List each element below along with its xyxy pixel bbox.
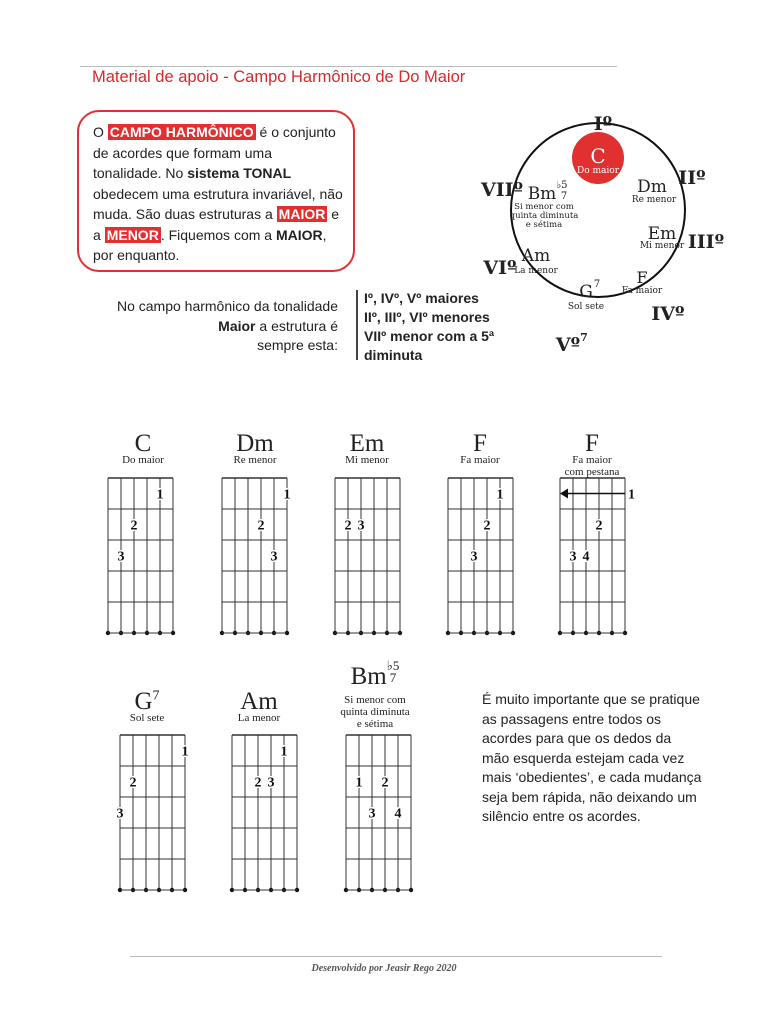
diagram-name-text: F — [585, 430, 599, 457]
fretboard — [436, 476, 527, 641]
finger-label: 2 — [344, 518, 352, 534]
diagram-subtitle-line: Sol sete — [129, 712, 165, 724]
bold-sistema-tonal: sistema TONAL — [187, 165, 292, 181]
finger-label: 1 — [280, 744, 288, 760]
chord-bm-sub-1: Si menor com — [514, 202, 574, 212]
chord-bm-sub-3: e sétima — [525, 220, 563, 230]
chord-bm-seven: 7 — [560, 191, 568, 202]
diagram-name-text: Am — [240, 688, 278, 715]
finger-label: 1 — [496, 487, 504, 503]
diagram-name-text: Dm — [236, 430, 274, 457]
diagram-name-stack — [387, 660, 400, 684]
fretboard — [334, 733, 425, 898]
structure-intro-line: No campo harmônico da tonalidade — [116, 298, 338, 314]
diagram-subtitle — [205, 454, 305, 466]
fretboard — [323, 476, 414, 641]
finger-label: 3 — [270, 549, 278, 565]
structure-line-1: Iº, IVº, Vº maiores — [364, 290, 479, 306]
diagram-subtitle-line: Do maior — [122, 454, 164, 466]
intro-text: obedecem uma estrutura invariável, não muda. São duas estruturas a — [93, 185, 343, 222]
diagram-name-text: G — [134, 688, 153, 715]
finger-label: 1 — [156, 487, 164, 503]
chord-dm-label: Dm — [637, 177, 667, 197]
chord-g7-sup: 7 — [593, 279, 601, 290]
diagram-subtitle-line: La menor — [237, 712, 281, 724]
diagram-name-text: C — [134, 430, 152, 457]
diagram-name-text: F — [473, 430, 487, 457]
finger-label: 1 — [283, 487, 291, 503]
diagram-subtitle-line: Mi menor — [345, 454, 389, 466]
harmonic-circle — [470, 110, 740, 360]
diagram-name — [335, 660, 415, 691]
chord-bm-sub-2: quinta diminuta — [509, 211, 579, 221]
diagram-subtitle — [430, 454, 530, 466]
chord-f-label: F — [636, 268, 648, 287]
degree-7: VIIº — [480, 179, 524, 201]
chord-c-label: C — [590, 144, 606, 168]
intro-text: . Fiquemos com a — [160, 226, 276, 243]
degree-4: IVº — [651, 303, 685, 325]
chord-em-sub: Mi menor — [639, 241, 685, 251]
diagram-subtitle — [93, 454, 193, 466]
intro-text: , por enquanto. — [93, 226, 327, 263]
footer-credit: Desenvolvido por Jeasir Rego 2020 — [311, 963, 457, 974]
finger-label: 2 — [257, 518, 265, 534]
diagram-subtitle-line: Fa maior — [572, 454, 612, 466]
degree-2: IIº — [678, 167, 706, 189]
structure-intro — [80, 297, 338, 356]
diagram-name-text: Em — [349, 430, 385, 457]
finger-label: 3 — [357, 518, 365, 534]
finger-label: 3 — [368, 806, 376, 822]
chord-f-sub: Fa maior — [621, 286, 663, 296]
finger-label: 3 — [116, 806, 124, 822]
intro-text: e a — [93, 206, 340, 243]
diagram-name-text: Bm — [350, 663, 387, 690]
finger-label: 2 — [595, 518, 603, 534]
chord-am-label: Am — [521, 246, 551, 266]
structure-intro-line — [80, 317, 338, 337]
highlight-maior: MAIOR — [278, 206, 326, 222]
degree-5: Vº — [555, 334, 581, 356]
structure-intro-text: a estrutura é — [255, 317, 338, 334]
highlight-menor: MENOR — [106, 226, 159, 243]
degree-1: Iº — [593, 113, 613, 135]
intro-text: é o conjunto de acordes que formam uma tonalidade. No — [93, 124, 336, 181]
chord-dm-sub: Re menor — [631, 195, 677, 205]
chord-g7-sub: Sol sete — [567, 302, 605, 312]
structure-intro-line: sempre esta: — [257, 337, 338, 353]
barre-arrow-icon — [560, 489, 568, 499]
diagram-subtitle — [542, 454, 642, 478]
diagram-subtitle-line: quinta diminuta — [340, 706, 410, 718]
chord-c-sub: Do maior — [577, 166, 619, 176]
finger-label: 1 — [355, 775, 363, 791]
degree-6: VIº — [483, 257, 517, 279]
diagram-subtitle-line: Si menor com — [344, 694, 406, 706]
fretboard — [548, 476, 639, 641]
chord-em-label: Em — [647, 224, 677, 244]
diagram-subtitle — [97, 712, 197, 724]
bold-maior-word: Maior — [218, 317, 256, 334]
fretboard — [210, 476, 301, 641]
highlight-campo-harmonico: CAMPO HARMÔNICO — [109, 124, 254, 140]
finger-label: 2 — [129, 775, 137, 791]
finger-label: 2 — [483, 518, 491, 534]
diagram-subtitle-line: com pestana — [564, 466, 620, 478]
finger-label: 3 — [470, 549, 478, 565]
chord-g7-label: G — [579, 282, 593, 302]
finger-label: 3 — [117, 549, 125, 565]
structure-line-3: VIIº menor com a 5ª — [364, 328, 495, 344]
diagram-subtitle-line: Fa maior — [460, 454, 500, 466]
intro-box — [77, 110, 355, 272]
diagram-seven: 7 — [389, 670, 397, 685]
finger-label: 3 — [267, 775, 275, 791]
finger-label: 4 — [582, 549, 590, 565]
finger-label: 2 — [130, 518, 138, 534]
diagram-subtitle-line: e sétima — [356, 718, 394, 730]
finger-label: 1 — [628, 487, 635, 503]
intro-text: O — [93, 124, 108, 140]
finger-label: 3 — [569, 549, 577, 565]
diagram-subtitle-line: Re menor — [233, 454, 277, 466]
chord-am-sub: La menor — [514, 266, 558, 276]
fretboard — [220, 733, 311, 898]
header-rule — [80, 66, 617, 67]
chord-bm-label: Bm — [527, 184, 557, 204]
fretboard — [96, 476, 187, 641]
finger-label: 2 — [254, 775, 262, 791]
degree-3: IIIº — [687, 231, 725, 253]
fretboard — [108, 733, 199, 898]
structure-divider — [356, 290, 358, 360]
finger-label: 2 — [381, 775, 389, 791]
finger-label: 1 — [181, 744, 189, 760]
diagram-subtitle — [317, 454, 417, 466]
chord-bm-flat5: ♭5 — [556, 180, 568, 191]
finger-label: 4 — [394, 806, 402, 822]
diagram-subtitle — [209, 712, 309, 724]
closing-paragraph: É muito importante que se pratique as passagens entre todos os acordes para que os dedos da mão esquerda estejam cada vez mais ‘obedientes’, e cada mudança seja bem rápida, não deixando um silêncio entre os acordes. — [482, 691, 702, 824]
footer-rule — [130, 956, 662, 957]
diagram-subtitle — [325, 694, 425, 730]
diagram-name-sup: 7 — [152, 688, 160, 704]
bold-maior: MAIOR — [275, 226, 323, 243]
page-title: Material de apoio - Campo Harmônico de Do Maior — [92, 68, 466, 86]
degree-5-sup: 7 — [580, 331, 588, 344]
diagram-flat5: ♭5 — [386, 658, 400, 673]
structure-line-2: IIº, IIIº, VIº menores — [364, 309, 490, 325]
structure-line-4: diminuta — [364, 347, 423, 363]
